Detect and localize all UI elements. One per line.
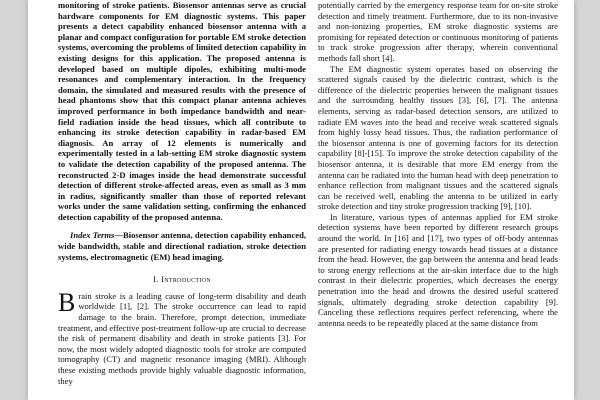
intro-paragraph (58, 287, 306, 386)
right-paragraph-2: The EM diagnostic system operates based on observing the scattered signals caused by the dielectric contrast, which is the difference of the dielectric properties between the malignant tissues and the surrounding healthy tissues [3], [6], [7]. The antenna elements, serving as radar-based detection sensors, are utilized to radiate EM waves into the head and receive weak scattered signals from highly lossy head tissues. Thus, the radiation performance of the biosensor antenna is one of governing factors for its detection capability [8]-[15]. To improve the stroke detection capability of the biosensor antenna, it is desirable that more EM energy from the antenna can be radiated into the human head with deep penetration to enhance reflection from malignant tissues and the scattered signals can be received well, enabling the antenna to be utilized in early stroke detection and tiny stroke progression tracking [9], [10]. (318, 63, 558, 212)
left-column (58, 0, 306, 400)
section-heading: I. Introduction (153, 274, 211, 285)
index-terms-label: Index Terms (70, 230, 115, 241)
right-column (318, 0, 558, 400)
paper-page (28, 0, 574, 400)
right-paragraph-3: In literature, various types of antennas applied for EM stroke detection systems have been reported by different research groups around the world. In [16] and [17], two types of off-body antennas are presented for radiating energy towards head tissues at a distance from the head. However, the gap between the antenna and head leads to strong energy reflections at the air-skin interface due to the high contrast in their dielectric properties, which decreases the energy penetration into the head and drowns the desired useful scattered signals, ultimately degrading stroke detection capability [9]. Canceling these reflections requires perfect referencing, where the antenna needs to be repeatedly placed at the same distance from (318, 211, 558, 328)
intro-text: rain stroke is a leading cause of long-term disability and death worldwide [1], [2]. The stroke occurrence can lead to rapid damage to the brain. Therefore, prompt detection, immediate treatment, and effective post-treatment follow-up are crucial to decrease the risk of permanent disability and death in stroke patients [3]. For now, the most widely adopted diagnostic tools for stroke are computed tomography (CT) and magnetic resonance imaging (MRI). Although these existing methods provide highly valuable diagnostic information, they (58, 290, 306, 386)
right-paragraph-1: potentially carried by the emergency response team for on-site stroke detection and timely treatment. Furthermore, due to its non-invasive and non-ionizing properties, EM stroke diagnostic systems are promising for repeated detection or continuous monitoring of patients to track stroke progression after therapy, wherein conventional methods fall short [4]. (318, 0, 558, 63)
drop-cap: B (58, 287, 76, 317)
index-terms (58, 230, 306, 262)
index-terms-text: —Biosensor antenna, detection capability enhanced, wide bandwidth, stable and directional radiation, stroke detection systems, electromagnetic (EM) head imaging. (58, 230, 306, 262)
abstract-text: monitoring of stroke patients. Biosensor antennas serve as crucial hardware components for EM diagnostic systems. This paper presents a detect capability enhanced biosensor antenna with a planar and compact configuration for portable EM stroke detection systems, overcoming the problems of limited detection capability in existing designs for this application. The proposed antenna is developed based on multiple dipoles, exhibiting multi-mode resonances and complementary interaction. In the frequency domain, the simulated and measured results with the presence of head phantoms show that this compact planar antenna achieves improved performance in both impedance bandwidth and near-field radiation inside the head tissues, which all contribute to enhancing its stroke detection capability in radar-based EM diagnosis. An array of 12 elements is numerically and experimentally tested in a lab-setting EM stroke diagnostic system to validate the detection capability of the proposed antenna. The reconstructed 2-D images inside the head demonstrate successful detection of different stroke-affected areas, even as small as 3 mm in radius, significantly smaller than those of reported relevant works under the same validation setting, confirming the enhanced detection capability of the proposed antenna. (58, 0, 306, 222)
